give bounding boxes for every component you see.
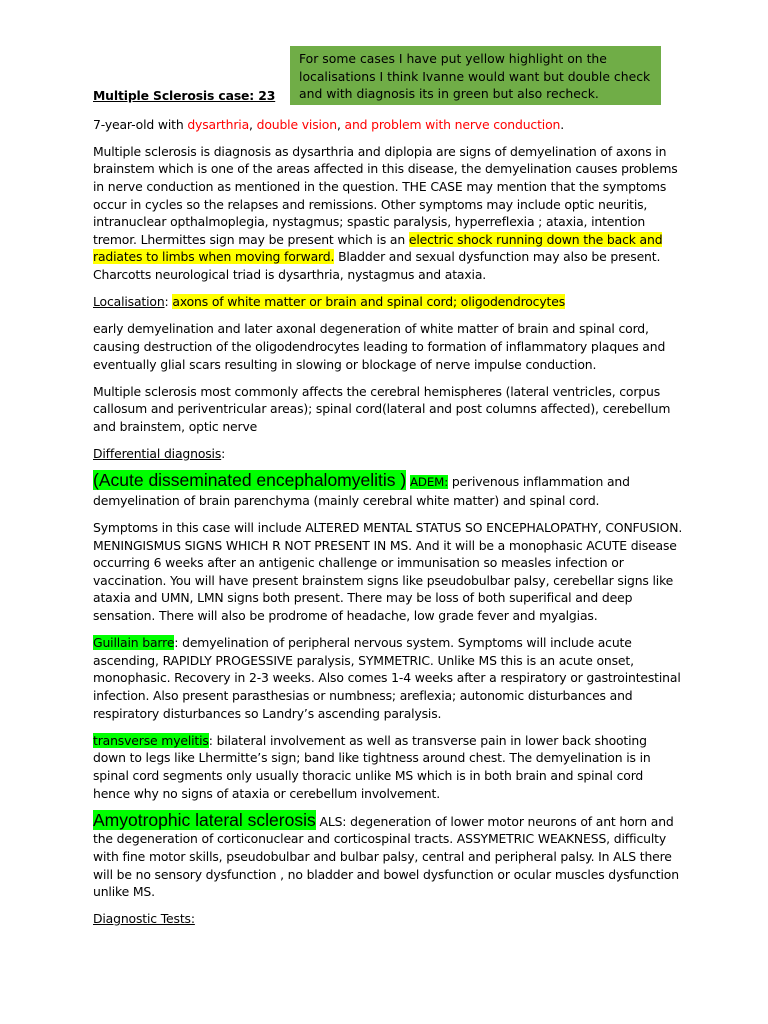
lhermitte-highlight: electric shock running down the back and radiates to limbs when moving forward. [93, 231, 663, 265]
note-text: For some cases I have put yellow highlight on the localisations I think Ivanne would want but double check and with diagnosis its in green but also recheck. [299, 51, 651, 101]
transverse-myelitis-description: : bilateral involvement as well as transverse pain in lower back shooting down to legs like Lhermitte’s sign; band like tightness around chest. The demyelination is in spinal cord segments only usually thoracic unlike MS which is in both brain and spinal cord hence why no signs of ataxia or cerebellum involvement. [93, 732, 651, 801]
adem-symptoms-paragraph: Symptoms in this case will include ALTERED MENTAL STATUS SO ENCEPHALOPATHY, CONFUSION. MENINGISMUS SIGNS WHICH R NOT PRESENT IN MS. And it will be a monophasic ACUTE disease occurring 6 weeks after an antigenic challenge or immunisation so measles infection or vaccination. You will have present brainstem signs like pseudobulbar palsy, cerebellar signs like ataxia and UMN, LMN signs both present. There may be loss of both superifical and deep sensation. There will also be prodrome of headache, low grade fever and myalgias. [93, 520, 683, 623]
localisation-line [93, 293, 683, 311]
localisation-label: Localisation [93, 294, 165, 310]
diagnostic-tests-label: Diagnostic Tests: [93, 911, 195, 927]
regions-paragraph: Multiple sclerosis most commonly affects the cerebral hemispheres (lateral ventricles, corpus callosum and periventricular areas); spinal cord(lateral and post columns affected), cerebellum and brainstem, optic nerve [93, 383, 671, 434]
presentation-comma-2: , [336, 116, 345, 132]
presentation-line [93, 116, 683, 134]
case-title-paragraph [93, 87, 683, 105]
adem-paragraph [93, 472, 683, 509]
guillain-barre-paragraph [93, 634, 683, 722]
symptom-double-vision: double vision [256, 116, 337, 132]
localisation-value: axons of white matter or brain and spinal cord; oligodendrocytes [172, 294, 566, 310]
presentation-prefix: 7-year-old with [93, 116, 188, 132]
differential-colon: : [221, 446, 226, 462]
ms-explanation-paragraph [93, 143, 683, 284]
als-name: Amyotrophic lateral sclerosis [93, 809, 316, 830]
adem-abbreviation: ADEM: [410, 475, 449, 490]
transverse-myelitis-name: transverse myelitis [93, 732, 209, 748]
guillain-barre-name: Guillain barre [93, 635, 175, 651]
demyelination-paragraph: early demyelination and later axonal degeneration of white matter of brain and spinal cord, causing destruction of the oligodendrocytes leading to formation of inflammatory plaques and eventually glial scars resulting in slowing or blockage of nerve impulse conduction. [93, 321, 666, 372]
presentation-end: . [560, 116, 565, 132]
adem-description: perivenous inflammation and demyelination of brain parenchyma (mainly cerebral white matter) and spinal cord. [93, 474, 630, 508]
localisation-colon: : [164, 294, 173, 310]
differential-label: Differential diagnosis [93, 446, 222, 462]
adem-name: (Acute disseminated encephalomyelitis ) [93, 470, 407, 491]
case-title: Multiple Sclerosis case: 23 [93, 88, 276, 103]
guillain-barre-description: : demyelination of peripheral nervous system. Symptoms will include acute ascending, RAPIDLY PROGESSIVE paralysis, SYMMETRIC. Unlike MS this is an acute onset, monophasic. Recovery in 2-3 weeks. Also comes 1-4 weeks after a respiratory or gastrointestinal infection. Also present parasthesias or numbness; areflexia; autonomic disturbances and respiratory disturbances so Landry’s ascending paralysis. [93, 635, 681, 721]
presentation-comma-1: , [249, 116, 257, 132]
ms-explanation-tail: Bladder and sexual dysfunction may also be present. Charcotts neurological triad is dysarthria, nystagmus and ataxia. [93, 249, 661, 282]
als-description: ALS: degeneration of lower motor neurons of ant horn and the degeneration of corticonuclear and corticospinal tracts. ASSYMETRIC WEAKNESS, difficulty with fine motor skills, pseudobulbar and bulbar palsy, central and peripheral palsy. In ALS there will be no sensory dysfunction , no bladder and bowel dysfunction or ocular muscles dysfunction unlike MS. [93, 813, 679, 900]
symptom-nerve-conduction: and problem with nerve conduction [344, 116, 561, 132]
differential-heading [93, 445, 683, 463]
diagnostic-tests-heading [93, 910, 683, 928]
symptom-dysarthria: dysarthria [187, 116, 250, 132]
transverse-myelitis-paragraph [93, 732, 683, 802]
document-body [93, 87, 683, 937]
als-paragraph [93, 809, 683, 901]
ms-explanation-text: Multiple sclerosis is diagnosis as dysarthria and diplopia are signs of demyelination of axons in brainstem which is one of the areas affected in this disease, the demyelination causes problems in nerve conduction as mentioned in the question. THE CASE may mention that the symptoms occur in cycles so the relapses and remissions. Other symptoms may include optic neuritis, intranuclear opthalmoplegia, nystagmus; spastic paralysis, hyperreflexia ; ataxia, intention tremor. Lhermittes sign may be present which is an [93, 143, 678, 247]
